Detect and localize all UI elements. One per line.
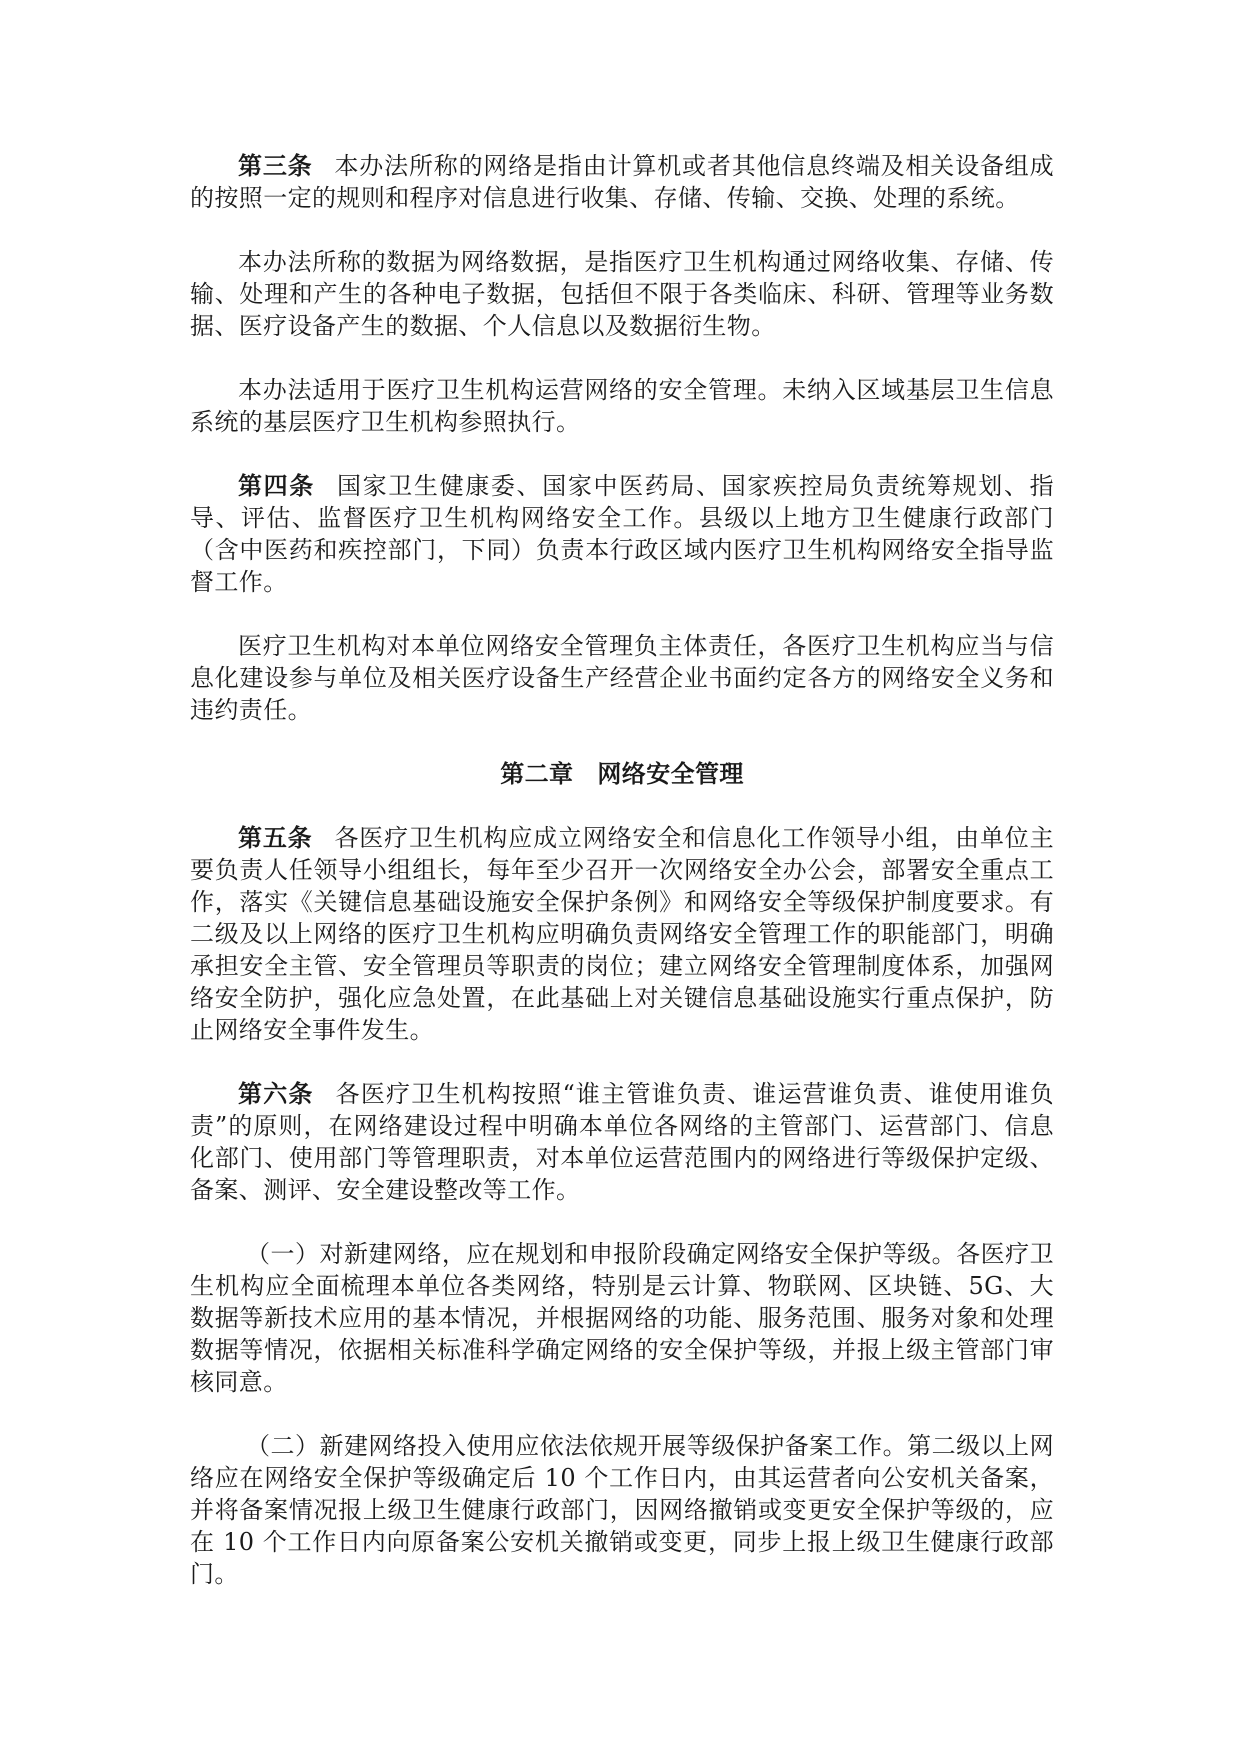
- responsibility-paragraph: [190, 630, 1054, 726]
- data-definition-paragraph: [190, 246, 1054, 342]
- article-6-text: 各医疗卫生机构按照“谁主管谁负责、谁运营谁负责、谁使用谁负责”的原则，在网络建设过程中明确本单位各网络的主管部门、运营部门、信息化部门、使用部门等管理职责，对本单位运营范围内的网络进行等级保护定级、备案、测评、安全建设整改等工作。: [190, 1080, 1055, 1204]
- article-3-paragraph: [190, 150, 1054, 214]
- data-definition-text: 本办法所称的数据为网络数据，是指医疗卫生机构通过网络收集、存储、传输、处理和产生的各种电子数据，包括但不限于各类临床、科研、管理等业务数据、医疗设备产生的数据、个人信息以及数据衍生物。: [190, 248, 1054, 340]
- chapter-number: 第二章: [500, 759, 574, 788]
- chapter-title: 网络安全管理: [597, 759, 744, 788]
- scope-paragraph: [190, 374, 1054, 438]
- article-4-text: 国家卫生健康委、国家中医药局、国家疾控局负责统筹规划、指导、评估、监督医疗卫生机构网络安全工作。县级以上地方卫生健康行政部门（含中医药和疾控部门，下同）负责本行政区域内医疗卫生机构网络安全指导监督工作。: [190, 472, 1055, 596]
- article-6-paragraph: [190, 1078, 1054, 1206]
- responsibility-text: 医疗卫生机构对本单位网络安全管理负主体责任，各医疗卫生机构应当与信息化建设参与单位及相关医疗设备生产经营企业书面约定各方的网络安全义务和违约责任。: [190, 632, 1054, 724]
- article-5-text: 各医疗卫生机构应成立网络安全和信息化工作领导小组，由单位主要负责人任领导小组组长，每年至少召开一次网络安全办公会，部署安全重点工作，落实《关键信息基础设施安全保护条例》和网络安全等级保护制度要求。有二级及以上网络的医疗卫生机构应明确负责网络安全管理工作的职能部门，明确承担安全主管、安全管理员等职责的岗位；建立网络安全管理制度体系，加强网络安全防护，强化应急处置，在此基础上对关键信息基础设施实行重点保护，防止网络安全事件发生。: [190, 824, 1054, 1044]
- article-6-label: 第六条: [238, 1079, 314, 1108]
- item-2-paragraph: [190, 1430, 1054, 1590]
- article-5-paragraph: [190, 822, 1054, 1046]
- article-4-paragraph: [190, 470, 1054, 598]
- article-5-label: 第五条: [238, 823, 313, 852]
- item-2-text: （二）新建网络投入使用应依法依规开展等级保护备案工作。第二级以上网络应在网络安全保护等级确定后 10 个工作日内，由其运营者向公安机关备案，并将备案情况报上级卫生健康行政部门，因网络撤销或变更安全保护等级的，应在 10 个工作日内向原备案公安机关撤销或变更，同步上报上级卫生健康行政部门。: [190, 1432, 1054, 1588]
- document-body: [190, 150, 1054, 1622]
- article-3-label: 第三条: [238, 151, 313, 180]
- scope-text: 本办法适用于医疗卫生机构运营网络的安全管理。未纳入区域基层卫生信息系统的基层医疗卫生机构参照执行。: [190, 376, 1054, 436]
- article-4-label: 第四条: [238, 471, 315, 500]
- item-1-text: （一）对新建网络，应在规划和申报阶段确定网络安全保护等级。各医疗卫生机构应全面梳理本单位各类网络，特别是云计算、物联网、区块链、5G、大数据等新技术应用的基本情况，并根据网络的功能、服务范围、服务对象和处理数据等情况，依据相关标准科学确定网络的安全保护等级，并报上级主管部门审核同意。: [190, 1240, 1054, 1396]
- article-3-text: 本办法所称的网络是指由计算机或者其他信息终端及相关设备组成的按照一定的规则和程序对信息进行收集、存储、传输、交换、处理的系统。: [190, 152, 1054, 212]
- item-1-paragraph: [190, 1238, 1054, 1398]
- chapter-heading: [190, 758, 1054, 790]
